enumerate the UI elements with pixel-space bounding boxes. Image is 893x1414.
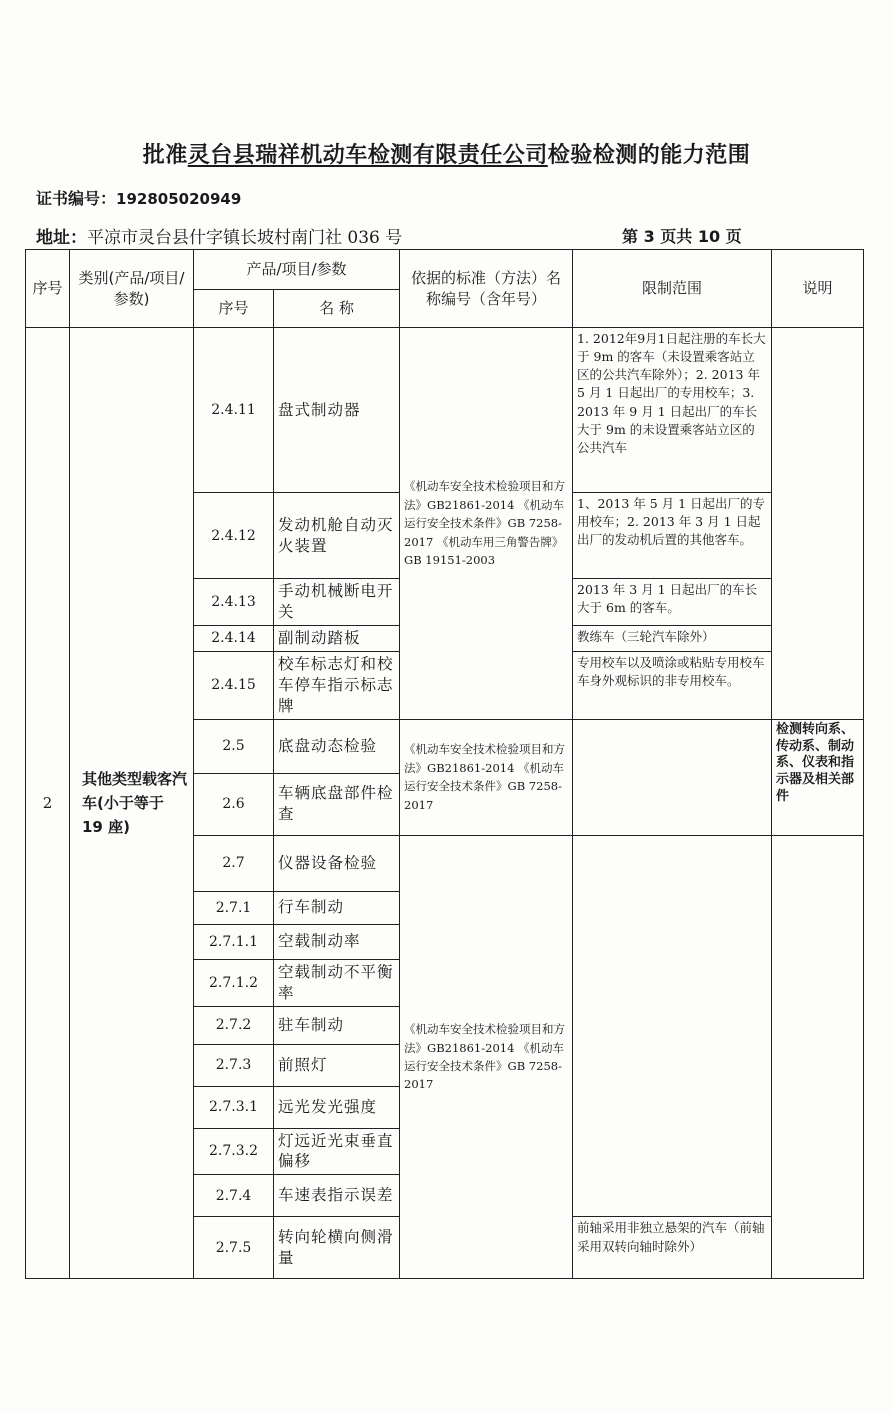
item-no: 2.7.4 xyxy=(194,1175,274,1217)
item-no: 2.4.12 xyxy=(194,493,274,579)
item-name: 底盘动态检验 xyxy=(274,719,400,773)
limit-text: 2013 年 3 月 1 日起出厂的车长大于 6m 的客车。 xyxy=(573,579,772,626)
item-name: 车速表指示误差 xyxy=(274,1175,400,1217)
limit-text: 1. 2012年9月1日起注册的车长大于 9m 的客车（未设置乘客站立区的公共汽车除外）；2. 2013 年 5 月 1 日起出厂的专用校车；3. 2013 年 9 月 1 日起出厂的车长大于 9m 的未设置乘客站立区的公共汽车 xyxy=(573,328,772,493)
item-name: 校车标志灯和校车停车指示标志牌 xyxy=(274,651,400,719)
company-name: 灵台县瑞祥机动车检测有限责任公司 xyxy=(187,143,548,168)
note-cell xyxy=(772,328,864,720)
standard-text: 《机动车安全技术检验项目和方法》GB21861-2014 《机动车运行安全技术条件》GB 7258-2017 xyxy=(400,719,573,835)
page-title: 批准灵台县瑞祥机动车检测有限责任公司检验检测的能力范围 xyxy=(142,143,751,168)
item-name: 远光发光强度 xyxy=(274,1086,400,1128)
item-no: 2.4.11 xyxy=(194,328,274,493)
header-sub-no: 序号 xyxy=(194,290,274,328)
header-category: 类别(产品/项目/参数) xyxy=(70,250,194,328)
item-name: 行车制动 xyxy=(274,891,400,924)
item-name: 空载制动不平衡率 xyxy=(274,959,400,1006)
header-standard: 依据的标准（方法）名称编号（含年号） xyxy=(400,250,573,328)
item-name: 手动机械断电开关 xyxy=(274,579,400,626)
item-no: 2.7 xyxy=(194,835,274,891)
header-product-group: 产品/项目/参数 xyxy=(194,250,400,290)
item-no: 2.6 xyxy=(194,773,274,835)
certificate-number: 证书编号：192805020949 xyxy=(36,189,242,208)
item-no: 2.4.13 xyxy=(194,579,274,626)
limit-cell xyxy=(573,835,772,1217)
item-no: 2.7.3.2 xyxy=(194,1128,274,1175)
note-text: 检测转向系、传动系、制动系、仪表和指示器及相关部件 xyxy=(772,719,864,835)
item-name: 盘式制动器 xyxy=(274,328,400,493)
item-no: 2.7.1.1 xyxy=(194,924,274,959)
page-info: 第 3 页共 10 页 xyxy=(622,227,742,246)
item-name: 空载制动率 xyxy=(274,924,400,959)
item-name: 前照灯 xyxy=(274,1044,400,1086)
standard-text: 《机动车安全技术检验项目和方法》GB21861-2014 《机动车运行安全技术条件》GB 7258-2017 《机动车用三角警告牌》 GB 19151-2003 xyxy=(400,328,573,720)
standard-text: 《机动车安全技术检验项目和方法》GB21861-2014 《机动车运行安全技术条件》GB 7258-2017 xyxy=(400,835,573,1279)
table-row xyxy=(26,328,864,493)
item-name: 仪器设备检验 xyxy=(274,835,400,891)
header-sub-name: 名 称 xyxy=(274,290,400,328)
item-no: 2.4.14 xyxy=(194,626,274,652)
item-no: 2.7.3.1 xyxy=(194,1086,274,1128)
note-cell xyxy=(772,835,864,1279)
capability-table xyxy=(25,249,864,1279)
header-note: 说明 xyxy=(772,250,864,328)
row-category: 其他类型载客汽车(小于等于 19 座) xyxy=(70,328,194,1279)
limit-text: 专用校车以及喷涂或粘贴专用校车车身外观标识的非专用校车。 xyxy=(573,651,772,719)
item-no: 2.7.3 xyxy=(194,1044,274,1086)
limit-text: 1、2013 年 5 月 1 日起出厂的专用校车；2. 2013 年 3 月 1 日起出厂的发动机后置的其他客车。 xyxy=(573,493,772,579)
limit-text: 教练车（三轮汽车除外） xyxy=(573,626,772,652)
item-name: 副制动踏板 xyxy=(274,626,400,652)
address: 地址：平凉市灵台县什字镇长坡村南门社 036 号 xyxy=(36,228,403,248)
item-name: 灯远近光束垂直偏移 xyxy=(274,1128,400,1175)
header-limit: 限制范围 xyxy=(573,250,772,328)
item-no: 2.7.1 xyxy=(194,891,274,924)
limit-cell xyxy=(573,719,772,835)
row-seq: 2 xyxy=(26,328,70,1279)
item-no: 2.7.2 xyxy=(194,1006,274,1044)
item-name: 转向轮横向侧滑量 xyxy=(274,1217,400,1279)
limit-text: 前轴采用非独立悬架的汽车（前轴采用双转向轴时除外） xyxy=(573,1217,772,1279)
item-name: 驻车制动 xyxy=(274,1006,400,1044)
item-no: 2.7.5 xyxy=(194,1217,274,1279)
item-no: 2.7.1.2 xyxy=(194,959,274,1006)
header-seq: 序号 xyxy=(26,250,70,328)
item-no: 2.4.15 xyxy=(194,651,274,719)
item-no: 2.5 xyxy=(194,719,274,773)
item-name: 发动机舱自动灭火装置 xyxy=(274,493,400,579)
item-name: 车辆底盘部件检查 xyxy=(274,773,400,835)
